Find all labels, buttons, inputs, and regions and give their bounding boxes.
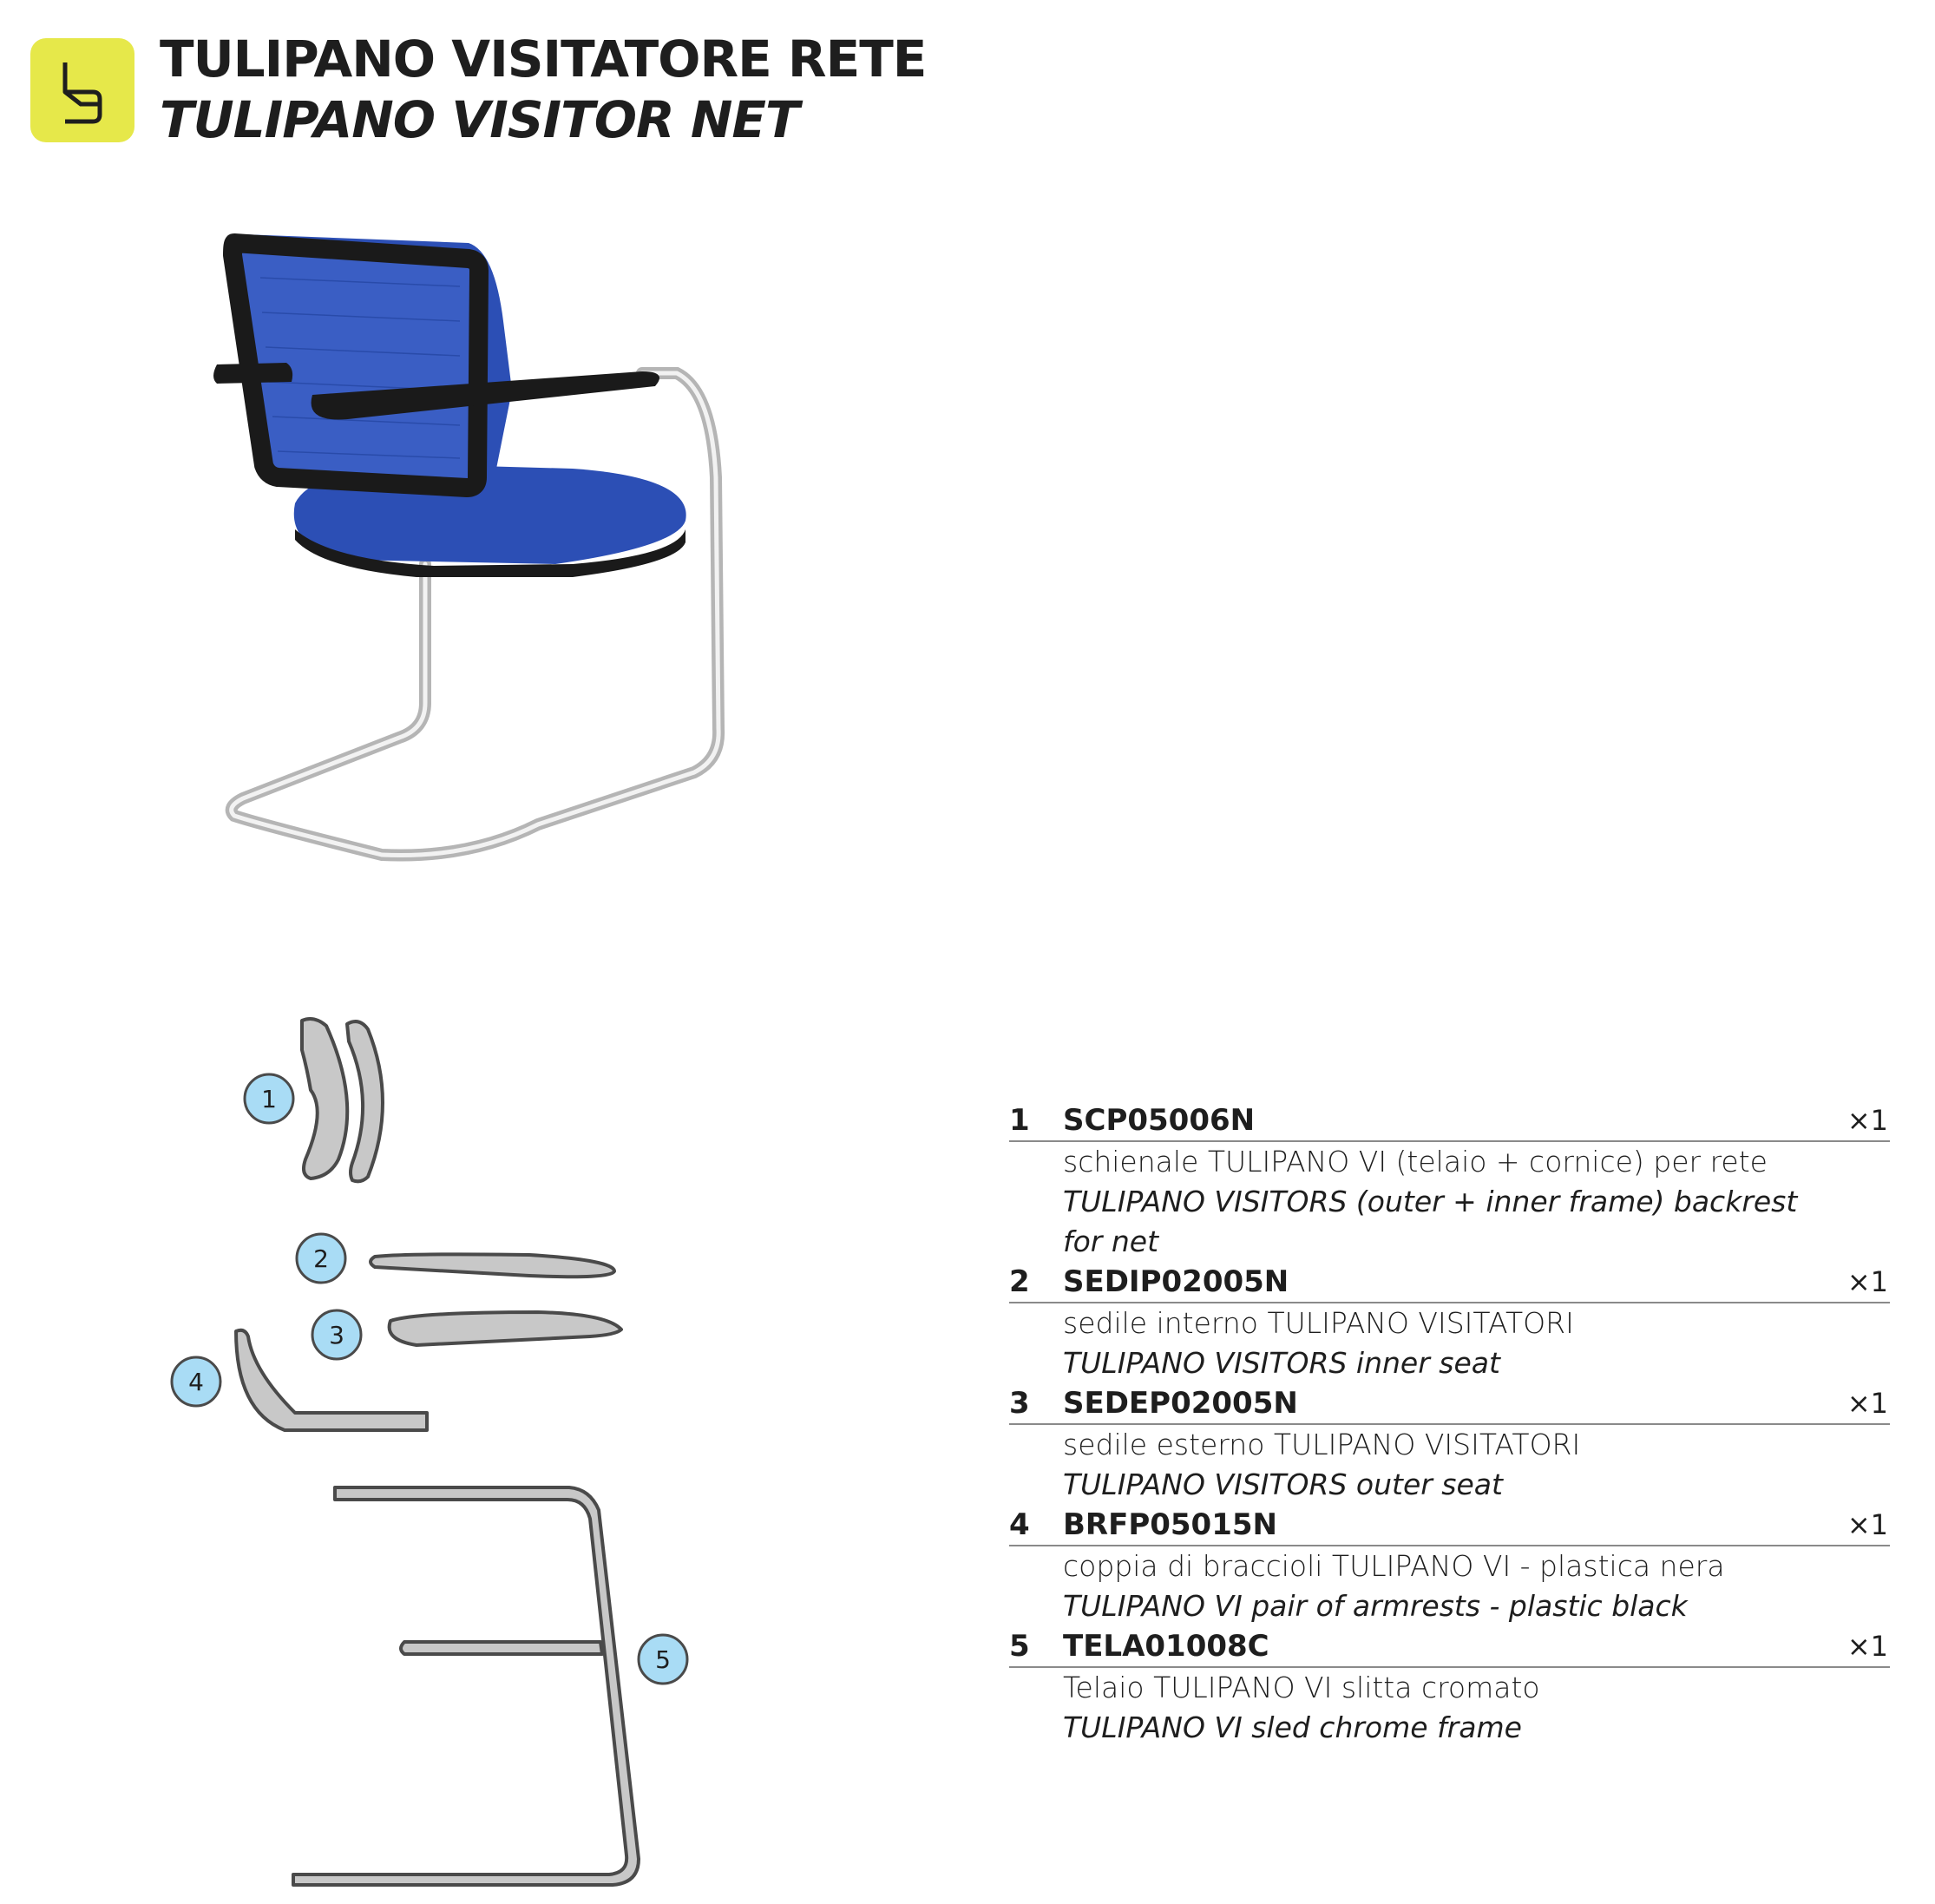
part-2-inner-seat <box>371 1254 614 1277</box>
item-description-en: TULIPANO VISITORS inner seat <box>1063 1346 1500 1380</box>
list-item <box>1009 1383 1890 1505</box>
item-code: BRFP05015N <box>1063 1507 1277 1542</box>
item-number: 2 <box>1009 1264 1030 1299</box>
item-quantity: ×1 <box>1846 1387 1888 1420</box>
item-quantity: ×1 <box>1846 1104 1888 1137</box>
part-5-crossbar <box>401 1642 602 1654</box>
svg-text:5: 5 <box>655 1645 671 1674</box>
parts-diagram <box>156 1007 694 1904</box>
part-1-backrest <box>302 1019 347 1179</box>
item-description-it: Telaio TULIPANO VI slitta cromato <box>1063 1671 1540 1704</box>
part-5-frame <box>293 1487 639 1885</box>
item-quantity: ×1 <box>1846 1508 1888 1541</box>
part-3-outer-seat <box>390 1312 621 1345</box>
item-quantity: ×1 <box>1846 1265 1888 1298</box>
item-code: SEDEP02005N <box>1063 1386 1298 1421</box>
brand-logo <box>30 38 134 142</box>
item-description-it: coppia di braccioli TULIPANO VI - plastica nera <box>1063 1549 1725 1583</box>
item-description-en: TULIPANO VISITORS outer seat <box>1063 1467 1503 1501</box>
chair-product-image <box>208 217 746 889</box>
item-code: TELA01008C <box>1063 1629 1269 1664</box>
item-description-en: TULIPANO VI pair of armrests - plastic black <box>1063 1589 1688 1623</box>
callout-1 <box>245 1074 293 1123</box>
svg-text:4: 4 <box>188 1368 204 1396</box>
list-item <box>1009 1262 1890 1383</box>
chair-brand-icon <box>30 38 134 142</box>
item-number: 4 <box>1009 1507 1030 1542</box>
item-code: SEDIP02005N <box>1063 1264 1289 1299</box>
svg-text:1: 1 <box>261 1085 277 1113</box>
item-description-it: sedile esterno TULIPANO VISITATORI <box>1063 1428 1581 1461</box>
page-subtitle: TULIPANO VISITOR NET <box>160 90 799 149</box>
callout-2 <box>297 1234 345 1283</box>
part-1-frame <box>347 1021 383 1181</box>
item-description-en: TULIPANO VISITORS (outer + inner frame) backrest for net <box>1063 1185 1798 1258</box>
list-item <box>1009 1626 1890 1748</box>
item-number: 3 <box>1009 1386 1030 1421</box>
callout-4 <box>172 1357 220 1406</box>
item-code: SCP05006N <box>1063 1103 1256 1138</box>
page-title: TULIPANO VISITATORE RETE <box>160 30 927 89</box>
parts-list <box>1009 1100 1890 1748</box>
callout-5 <box>639 1635 687 1684</box>
item-description-it: sedile interno TULIPANO VISITATORI <box>1063 1306 1574 1340</box>
callout-3 <box>312 1310 361 1359</box>
item-quantity: ×1 <box>1846 1630 1888 1663</box>
item-description-it: schienale TULIPANO VI (telaio + cornice) per rete <box>1063 1145 1768 1179</box>
svg-text:3: 3 <box>329 1321 344 1349</box>
svg-text:2: 2 <box>313 1244 329 1273</box>
item-number: 1 <box>1009 1103 1030 1138</box>
list-item <box>1009 1100 1890 1262</box>
item-number: 5 <box>1009 1629 1030 1664</box>
list-item <box>1009 1505 1890 1626</box>
item-description-en: TULIPANO VI sled chrome frame <box>1063 1710 1522 1744</box>
